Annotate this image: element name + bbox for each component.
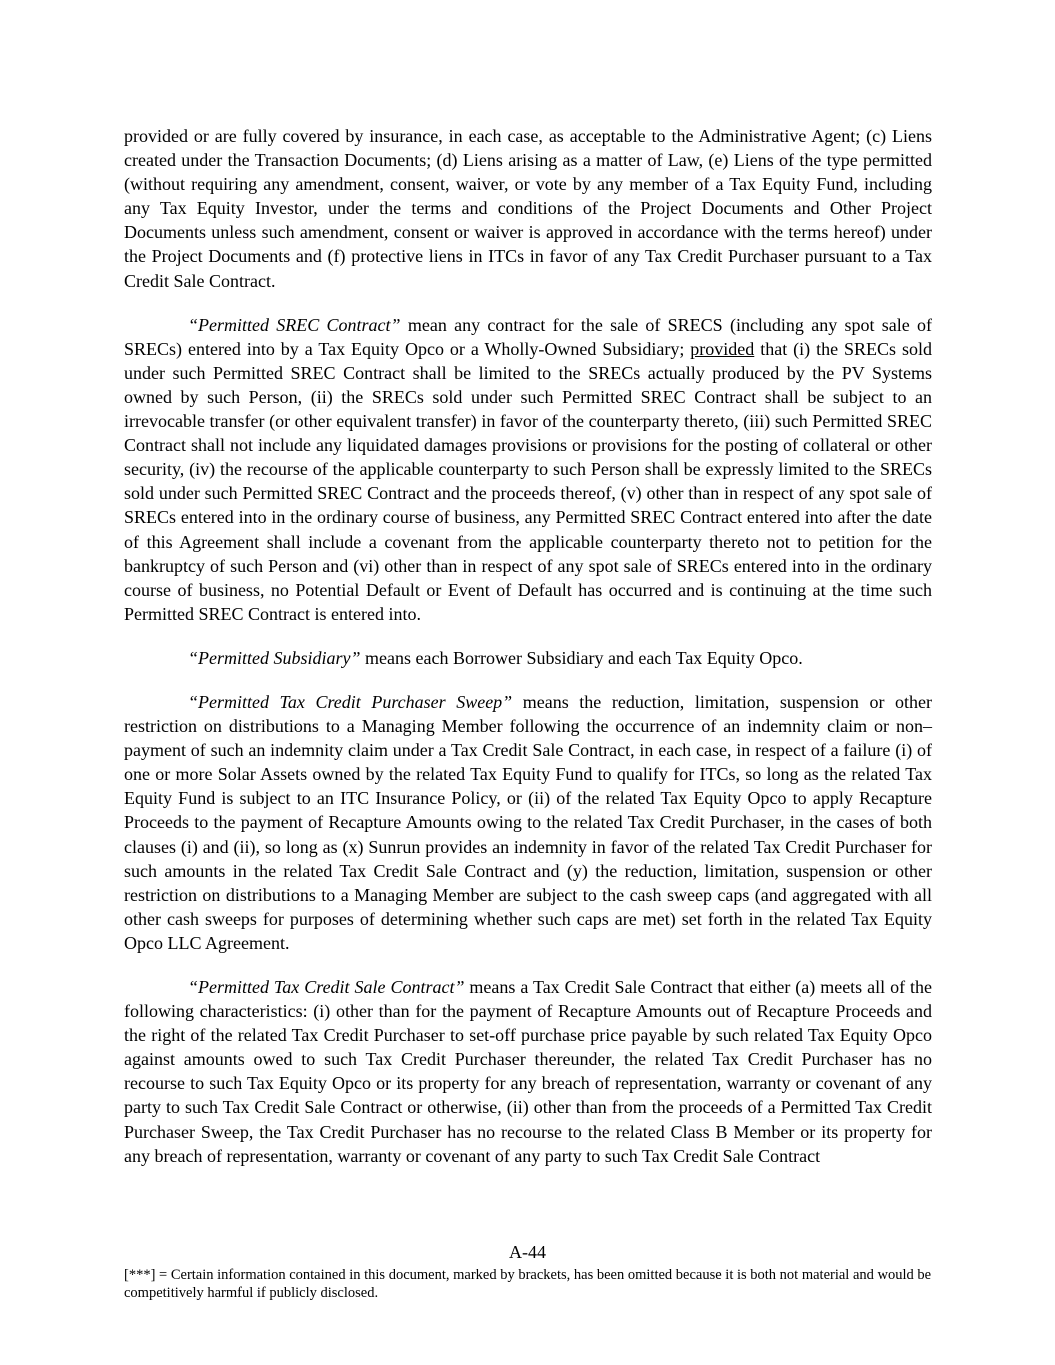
paragraph-text: means the reduction, limitation, suspension or other restriction on distributions to a Managing Member following the occurrence of an indemnity claim or non–payment of such an indemnity claim under a Tax Credit Sale Contract, in each case, in respect of a failure (i) of one or more Solar Assets owned by the related Tax Equity Fund to qualify for ITCs, so long as the related Tax Equity Fund is subject to an ITC Insurance Policy, or (ii) of the related Tax Equity Opco to apply Recapture Proceeds to the payment of Recapture Amounts owing to the related Tax Credit Purchaser, in the cases of both clauses (i) and (ii), so long as (x) Sunrun provides an indemnity in favor of the related Tax Credit Purchaser for such amounts in the related Tax Credit Sale Contract and (y) the reduction, limitation, suspension or other restriction on distributions to a Managing Member are subject to the cash sweep caps (and aggregated with all other cash sweeps for purposes of determining whether such caps are met) set forth in the related Tax Equity Opco LLC Agreement. — [124, 691, 932, 953]
paragraph-permitted-tax-credit-purchaser-sweep — [124, 690, 932, 955]
underlined-word: provided — [690, 338, 755, 359]
paragraph-permitted-srec-contract — [124, 313, 932, 626]
paragraph-text: provided or are fully covered by insurance, in each case, as acceptable to the Administrative Agent; (c) Liens created under the Transaction Documents; (d) Liens arising as a matter of Law, (e) Liens of the type permitted (without requiring any amendment, consent, waiver, or vote by any member of a Tax Equity Fund, including any Tax Equity Investor, under the terms and conditions of the Project Documents and Other Project Documents unless such amendment, consent or waiver is approved in accordance with the terms hereof) under the Project Documents and (f) protective liens in ITCs in favor of any Tax Credit Purchaser pursuant to a Tax Credit Sale Contract. — [124, 126, 932, 291]
paragraph-text: means a Tax Credit Sale Contract that either (a) meets all of the following characteristics: (i) other than for the payment of Recapture Amounts out of Recapture Proceeds and the right of the related Tax Credit Purchaser to set-off purchase price payable by such related Tax Equity Opco against amounts owed to such Tax Credit Purchaser thereunder, the related Tax Credit Purchaser has no recourse to such Tax Equity Opco or its property for any breach of representation, warranty or covenant of any party to such Tax Credit Sale Contract or otherwise, (ii) other than from the proceeds of a Permitted Tax Credit Purchaser Sweep, the Tax Credit Purchaser has no recourse to the related Class B Member or its property for any breach of representation, warranty or covenant of any party to such Tax Credit Sale Contract — [124, 977, 932, 1166]
paragraph-text: mean any contract for the sale of SRECS (including any spot sale of SRECs) entered into by a Tax Equity Opco or a Wholly-Owned Subsidiary; — [124, 314, 933, 359]
paragraph-text: means each Borrower Subsidiary and each Tax Equity Opco. — [360, 647, 803, 668]
paragraph-permitted-subsidiary — [124, 646, 932, 670]
paragraph-permitted-liens-continued — [124, 124, 932, 293]
paragraph-text: that (i) the SRECs sold under such Permitted SREC Contract shall be limited to the SRECs actually produced by the PV Systems owned by such Person, (ii) the SRECs sold under such Permitted SREC Contract shall be subject to an irrevocable transfer (or other equivalent transfer) in favor of the counterparty thereto, (iii) such Permitted SREC Contract shall not include any liquidated damages provisions or provisions for the posting of collateral or other security, (iv) the recourse of the applicable counterparty to such Person shall be expressly limited to the SRECs sold under such Permitted SREC Contract and the proceeds thereof, (v) other than in respect of any spot sale of SRECs entered into in the ordinary course of business, any Permitted SREC Contract entered into after the date of this Agreement shall include a covenant from the applicable counterparty thereto not to petition for the bankruptcy of such Person and (vi) other than in respect of any spot sale of SRECs entered into in the ordinary course of business, no Potential Default or Event of Default has occurred and is continuing at the time such Permitted SREC Contract is entered into. — [124, 338, 932, 624]
confidentiality-footnote: [***] = Certain information contained in this document, marked by brackets, has been omitted because it is both not material and would be competitively harmful if publicly disclosed. — [124, 1267, 932, 1301]
defined-term: “Permitted Subsidiary” — [188, 647, 361, 668]
page-number: A-44 — [509, 1242, 546, 1262]
defined-term: “Permitted Tax Credit Sale Contract” — [188, 977, 465, 997]
paragraph-permitted-tax-credit-sale-contract — [124, 975, 932, 1168]
document-body — [124, 124, 932, 1188]
defined-term: “Permitted SREC Contract” — [188, 314, 401, 335]
defined-term: “Permitted Tax Credit Purchaser Sweep” — [188, 691, 513, 712]
